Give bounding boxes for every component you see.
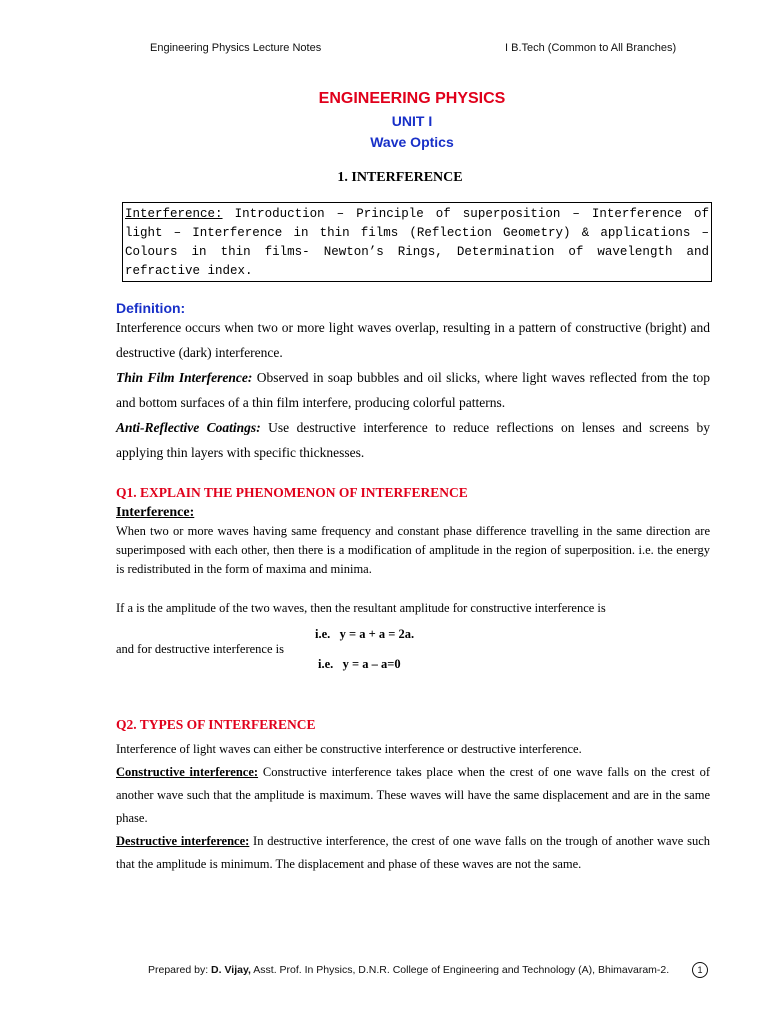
- definition-heading: Definition:: [116, 300, 186, 316]
- footer-prefix: Prepared by:: [148, 964, 212, 976]
- q2-intro: Interference of light waves can either be constructive interference or destructive interference.: [116, 742, 582, 756]
- syllabus-box: [122, 202, 712, 282]
- constructive-paragraph: [116, 761, 710, 830]
- document-title: ENGINEERING PHYSICS: [318, 90, 506, 107]
- anti-reflective-paragraph: [116, 415, 710, 465]
- q1-paragraph: When two or more waves having same frequency and constant phase difference travelling in the same direction are superimposed with each other, then there is a modification of amplitude in the region of superposition. i.e. the energy is redistributed in the form of maxima and minima.: [116, 524, 710, 576]
- q1-heading: Q1. EXPLAIN THE PHENOMENON OF INTERFERENCE: [116, 485, 468, 500]
- thin-film-paragraph: [116, 365, 710, 415]
- unit-subtitle: Wave Optics: [370, 134, 454, 150]
- constructive-text: Constructive interference takes place when the crest of one wave falls on the crest of another wave such that the amplitude is maximum. These waves will have the same displacement and are in the same phase.: [116, 765, 711, 825]
- syllabus-text: Introduction – Principle of superposition – Interference of light – Interference in thin films (Reflection Geometry) & applications – Colours in thin films- Newton’s Rings, Determination of wavelength and refractive index.: [125, 207, 709, 278]
- page-number: 1: [692, 962, 708, 978]
- definition-paragraph: Interference occurs when two or more light waves overlap, resulting in a pattern of constructive (bright) and destructive (dark) interference.: [116, 320, 710, 360]
- footer: [148, 964, 669, 976]
- syllabus-label: Interference:: [125, 207, 223, 221]
- q1-subheading: Interference:: [116, 505, 195, 520]
- header-left: Engineering Physics Lecture Notes: [150, 42, 322, 54]
- destructive-equation-label: and for destructive interference is: [116, 642, 284, 656]
- anti-reflective-label: Anti-Reflective Coatings:: [116, 420, 261, 435]
- destructive-label: Destructive interference:: [116, 834, 250, 848]
- constructive-label: Constructive interference:: [116, 765, 259, 779]
- thin-film-label: Thin Film Interference:: [116, 370, 253, 385]
- q2-heading: Q2. TYPES OF INTERFERENCE: [116, 717, 316, 732]
- chapter-heading: 1. INTERFERENCE: [337, 170, 463, 185]
- footer-author: D. Vijay,: [211, 964, 251, 976]
- destructive-equation: i.e. y = a – a=0: [318, 657, 401, 671]
- footer-affiliation: Asst. Prof. In Physics, D.N.R. College of Engineering and Technology (A), Bhimavaram-2.: [250, 964, 670, 976]
- destructive-text: In destructive interference, the crest of one wave falls on the trough of another wave such that the amplitude is minimum. The displacement and phase of these waves are not the same.: [116, 834, 710, 871]
- destructive-paragraph: [116, 830, 710, 876]
- q1-amplitude-paragraph: If a is the amplitude of the two waves, then the resultant amplitude for constructive interference is: [116, 601, 606, 615]
- header-right: I B.Tech (Common to All Branches): [505, 42, 677, 54]
- anti-reflective-text: Use destructive interference to reduce reflections on lenses and screens by applying thin layers with specific thicknesses.: [116, 420, 710, 460]
- unit-title: UNIT I: [391, 113, 433, 129]
- thin-film-text: Observed in soap bubbles and oil slicks, where light waves reflected from the top and bottom surfaces of a thin film interfere, producing colorful patterns.: [116, 370, 710, 410]
- constructive-equation: i.e. y = a + a = 2a.: [315, 627, 415, 641]
